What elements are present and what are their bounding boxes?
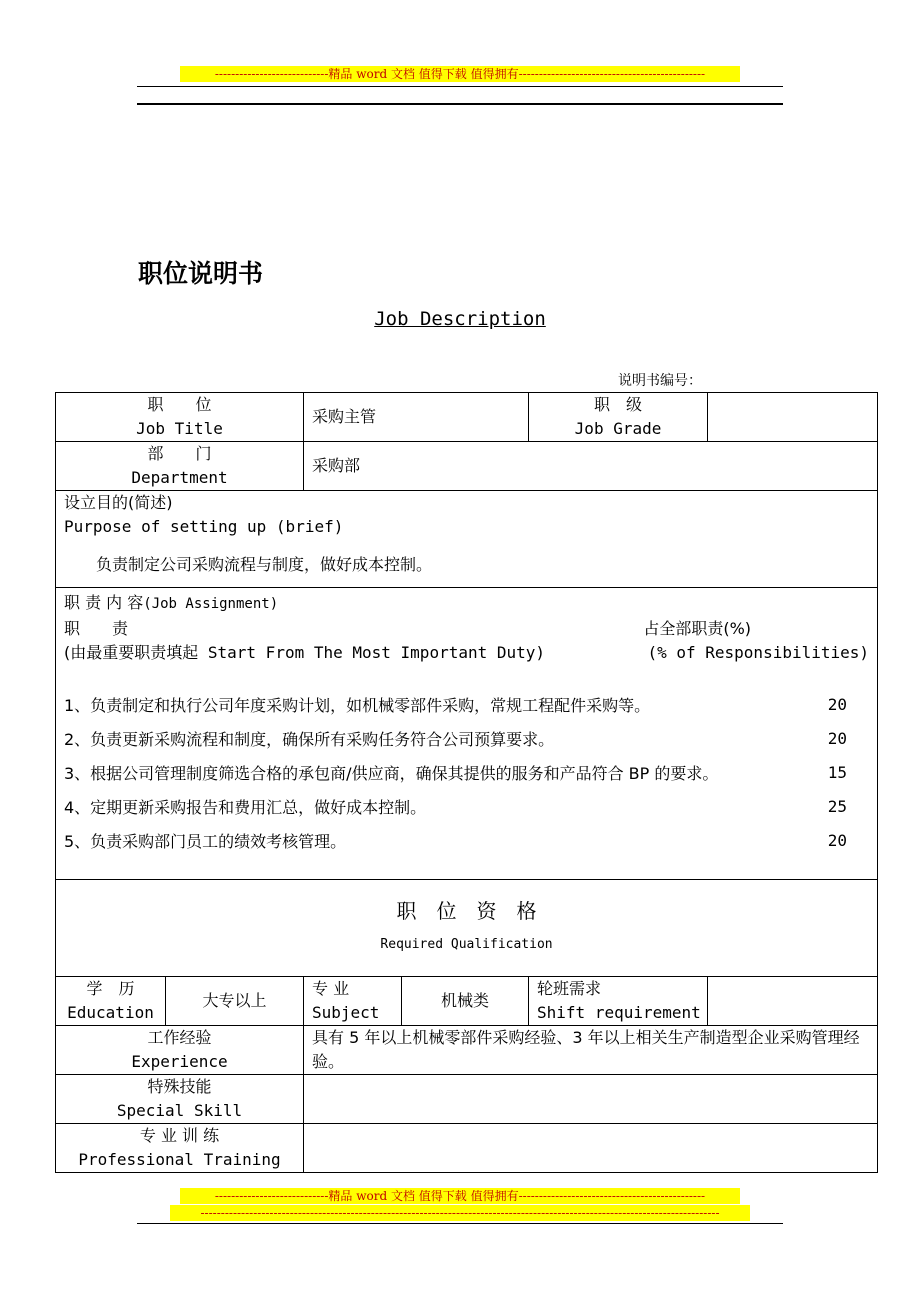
job-title-label-en: Job Title <box>136 419 223 438</box>
purpose-text: 负责制定公司采购流程与制度，做好成本控制。 <box>96 555 433 574</box>
duties-col1-en-cn: (由最重要职责填起 <box>64 643 199 662</box>
job-title-label-cn: 职 位 <box>147 395 212 414</box>
subject-label-cell <box>304 977 402 1026</box>
header-rule-double <box>137 103 783 105</box>
duty-item <box>64 755 869 789</box>
duty-text: 3、根据公司管理制度筛选合格的承包商/供应商，确保其提供的服务和产品符合 BP 的要求。 <box>64 763 719 783</box>
department-label-cell <box>56 442 304 491</box>
experience-label-cell <box>56 1026 304 1075</box>
duties-col2-en: (% of Responsibilities) <box>647 643 870 662</box>
duty-percent: 20 <box>827 694 848 714</box>
shift-value <box>708 977 878 1026</box>
purpose-section <box>56 491 878 588</box>
education-label-cell <box>56 977 166 1026</box>
special-skill-label-cn: 特殊技能 <box>147 1077 212 1096</box>
duty-text: 4、定期更新采购报告和费用汇总，做好成本控制。 <box>64 797 427 817</box>
subtitle-text: Job Description <box>374 308 546 330</box>
education-label-en: Education <box>67 1003 154 1022</box>
department-value: 采购部 <box>304 442 878 491</box>
duty-text: 5、负责采购部门员工的绩效考核管理。 <box>64 831 347 851</box>
subject-value: 机械类 <box>402 977 529 1026</box>
duty-percent: 20 <box>827 830 848 850</box>
top-banner: ----------------------------精品 word 文档 值得下载 值得拥有---------------------------------------------- <box>180 66 740 82</box>
duties-header-en: (Job Assignment) <box>143 596 279 612</box>
education-label-cn: 学 历 <box>86 979 135 998</box>
department-label-cn: 部 门 <box>147 444 212 463</box>
training-label-en: Professional Training <box>78 1150 281 1169</box>
duties-col2-cn: 占全部职责(%) <box>643 619 752 638</box>
special-skill-value <box>304 1075 878 1124</box>
header-rule <box>137 86 783 87</box>
experience-label-cn: 工作经验 <box>147 1028 212 1047</box>
duty-item <box>64 721 869 755</box>
duty-text: 1、负责制定和执行公司年度采购计划，如机械零部件采购，常规工程配件采购等。 <box>64 695 651 715</box>
duties-col1-en: Start From The Most Important Duty) <box>198 643 546 662</box>
qualification-title-cn: 职 位 资 格 <box>396 899 537 923</box>
duty-item <box>64 687 869 721</box>
job-title-value: 采购主管 <box>304 393 529 442</box>
training-label-cell <box>56 1124 304 1173</box>
duty-percent: 20 <box>827 728 848 748</box>
duty-list <box>64 687 869 857</box>
job-grade-label-cn: 职 级 <box>594 395 643 414</box>
experience-label-en: Experience <box>131 1052 228 1071</box>
duties-section <box>56 588 878 880</box>
job-grade-value <box>708 393 878 442</box>
footer-rule <box>137 1223 783 1224</box>
job-title-label-cell <box>56 393 304 442</box>
qualification-section <box>56 880 878 977</box>
qualification-title-en: Required Qualification <box>380 937 553 952</box>
job-description-table <box>55 392 878 1173</box>
doc-number-label: 说明书编号： <box>618 373 702 389</box>
shift-label-en: Shift requirement <box>537 1003 701 1022</box>
job-grade-label-en: Job Grade <box>574 419 662 438</box>
shift-label-cell <box>529 977 708 1026</box>
subject-label-en: Subject <box>312 1003 380 1022</box>
duties-header-cn: 职 责 内 容 <box>64 593 144 612</box>
duty-text: 2、负责更新采购流程和制度，确保所有采购任务符合公司预算要求。 <box>64 729 555 749</box>
duty-item <box>64 823 869 857</box>
special-skill-label-en: Special Skill <box>116 1101 243 1120</box>
duty-item <box>64 789 869 823</box>
duties-col1-cn: 职 责 <box>64 619 129 638</box>
subject-label-cn: 专 业 <box>312 979 350 998</box>
page-title: 职位说明书 <box>138 259 264 288</box>
bottom-banner: ----------------------------精品 word 文档 值得下载 值得拥有---------------------------------------------- <box>180 1188 740 1204</box>
education-value: 大专以上 <box>166 977 304 1026</box>
training-value <box>304 1124 878 1173</box>
shift-label-cn: 轮班需求 <box>537 979 602 998</box>
special-skill-label-cell <box>56 1075 304 1124</box>
purpose-label-en: Purpose of setting up (brief) <box>64 517 344 536</box>
department-label-en: Department <box>131 468 228 487</box>
experience-value: 具有 5 年以上机械零部件采购经验、3 年以上相关生产制造型企业采购管理经验。 <box>304 1026 878 1075</box>
duty-percent: 15 <box>827 762 848 782</box>
duty-percent: 25 <box>827 796 848 816</box>
training-label-cn: 专 业 训 练 <box>139 1126 220 1145</box>
bottom-banner-line: -------------------------------------------------------------------------------------------------------------------------------- <box>170 1205 750 1221</box>
job-grade-label-cell <box>529 393 708 442</box>
purpose-label-cn: 设立目的(简述) <box>64 493 173 512</box>
page-subtitle <box>0 308 920 330</box>
